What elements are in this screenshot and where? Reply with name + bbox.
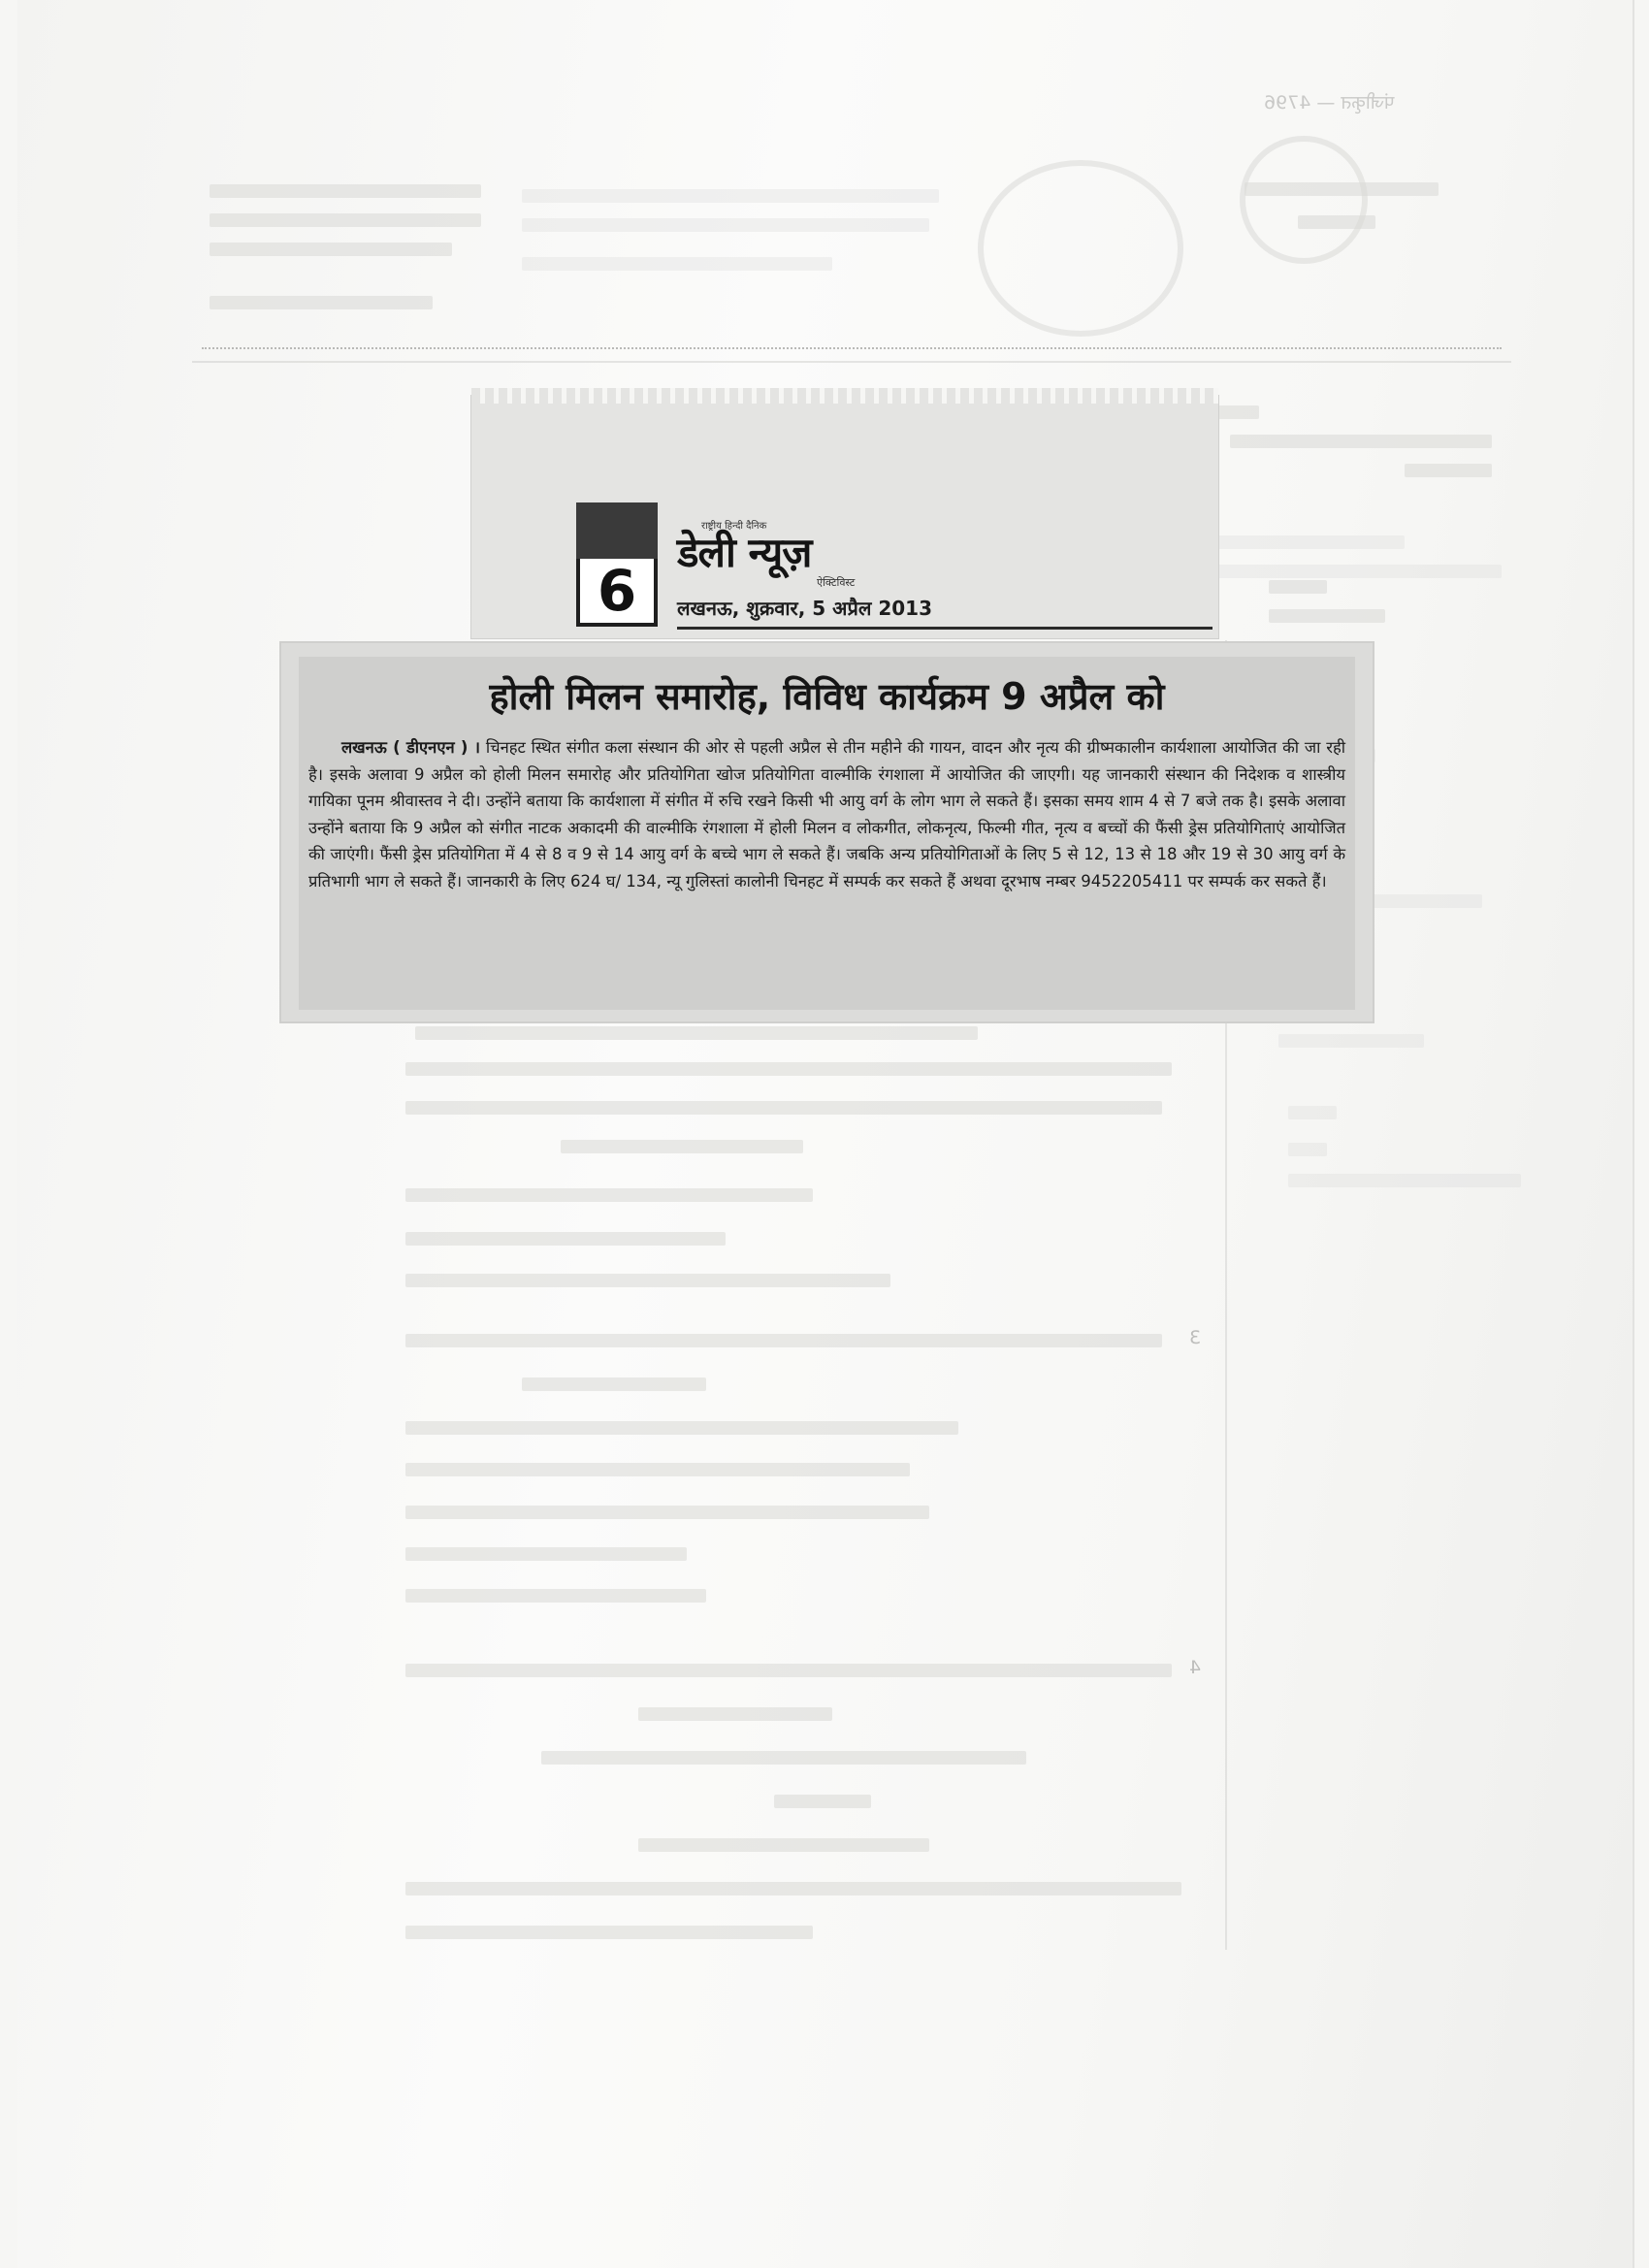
ghost-line xyxy=(405,1463,910,1476)
ghost-line xyxy=(1230,435,1492,448)
ghost-line xyxy=(405,1188,813,1202)
ghost-line xyxy=(405,1589,706,1603)
ghost-line xyxy=(1288,1174,1521,1187)
ghost-line xyxy=(405,1334,1162,1347)
article-text: चिनहट स्थित संगीत कला संस्थान की ओर से पहली अप्रैल से तीन महीने की गायन, वादन और नृत्य की ग्रीष्मकालीन कार्यशाला आयोजित की जा रही है। इसके अलावा 9 अप्रैल को होली मिलन समारोह और प्रतियोगिता खोज प्रतियोगिता वाल्मीकि रंगशाला में आयोजित की जाएगी। यह जानकारी संस्थान की निदेशक व शास्त्रीय गायिका पूनम श्रीवास्तव ने दी। उन्होंने बताया कि कार्यशाला में संगीत में रुचि रखने किसी भी आयु वर्ग के लोग भाग ले सकते हैं। इसका समय शाम 4 से 7 बजे तक है। इसके अलावा उन्होंने बताया कि 9 अप्रैल को संगीत नाटक अकादमी की वाल्मीकि रंगशाला में होली मिलन व लोकगीत, लोकनृत्य, फिल्मी गीत, नृत्य व बच्चों की फैंसी ड्रेस प्रतियोगिताएं आयोजित की जाएंगी। फैंसी ड्रेस प्रतियोगिता में 4 से 8 व 9 से 14 आयु वर्ग के बच्चे भाग ले सकते हैं। जबकि अन्य प्रतियोगिताओं के लिए 5 से 12, 13 से 18 और 19 से 30 आयु वर्ग के प्रतिभागी भाग ले सकते हैं। जानकारी के लिए 624 घ/ 134, न्यू गुलिस्तां कालोनी चिनहट में सम्पर्क कर सकते हैं अथवा दूरभाष नम्बर 9452205411 पर सम्पर्क कर सकते हैं। xyxy=(308,738,1345,891)
ghost-line xyxy=(405,1926,813,1939)
ghost-line xyxy=(405,1882,1181,1895)
ghost-line xyxy=(1288,1143,1327,1156)
ghost-line xyxy=(1211,535,1405,549)
ghost-line xyxy=(1269,580,1327,594)
ghost-line xyxy=(1278,1034,1424,1048)
article-byline: लखनऊ ( डीएनएन ) । xyxy=(341,738,481,757)
show-through-registration: पंजीकृत — 4796 xyxy=(1264,92,1395,113)
faint-seal-emblem-right xyxy=(1240,136,1368,264)
ghost-line xyxy=(1298,215,1375,229)
ghost-line xyxy=(405,1421,958,1435)
show-through-item-number: 4 xyxy=(1189,1657,1202,1678)
issue-dateline: लखनऊ, शुक्रवार, 5 अप्रैल 2013 xyxy=(677,597,933,620)
ghost-line xyxy=(774,1795,871,1808)
edition-label: ऐक्टिविस्ट xyxy=(817,576,856,589)
ghost-line xyxy=(210,243,452,256)
ghost-line xyxy=(405,1062,1172,1076)
newspaper-masthead-clipping xyxy=(471,396,1218,638)
ghost-line xyxy=(405,1664,1172,1677)
ghost-line xyxy=(415,1026,978,1040)
ghost-line xyxy=(405,1101,1162,1115)
dotted-separator xyxy=(202,347,1502,349)
faint-seal-emblem xyxy=(978,160,1183,337)
show-through-item-number: 3 xyxy=(1189,1327,1202,1348)
ghost-line xyxy=(522,257,832,271)
article-paper xyxy=(299,657,1355,1010)
ghost-line xyxy=(1405,464,1492,477)
newspaper-masthead: डेली न्यूज़ xyxy=(677,529,812,576)
ghost-line xyxy=(522,218,929,232)
ghost-line xyxy=(405,1232,726,1246)
ghost-line xyxy=(210,296,433,309)
ghost-line xyxy=(638,1838,929,1852)
ghost-line xyxy=(405,1547,687,1561)
ghost-line xyxy=(210,213,481,227)
ghost-line xyxy=(405,1506,929,1519)
page-number-box xyxy=(576,502,658,627)
header-rule xyxy=(192,361,1511,363)
ghost-line xyxy=(561,1140,803,1153)
ghost-line xyxy=(1245,182,1439,196)
ghost-line xyxy=(1269,609,1385,623)
news-article-clipping xyxy=(281,643,1373,1021)
article-headline: होली मिलन समारोह, विविध कार्यक्रम 9 अप्रैल को xyxy=(489,675,1165,718)
page-box-dark-band xyxy=(576,502,658,559)
ghost-line xyxy=(522,1377,706,1391)
article-body xyxy=(308,734,1345,894)
ghost-line xyxy=(638,1707,832,1721)
masthead-tagline: राष्ट्रीय हिन्दी दैनिक xyxy=(701,521,767,532)
ghost-line xyxy=(405,1274,890,1287)
ghost-line xyxy=(1211,565,1502,578)
ghost-line xyxy=(1288,1106,1337,1119)
ghost-line xyxy=(210,184,481,198)
ghost-line xyxy=(522,189,939,203)
ghost-line xyxy=(541,1751,1026,1765)
page-number: 6 xyxy=(576,559,658,627)
scanned-sheet xyxy=(17,0,1634,2268)
dateline-rule xyxy=(677,627,1212,630)
